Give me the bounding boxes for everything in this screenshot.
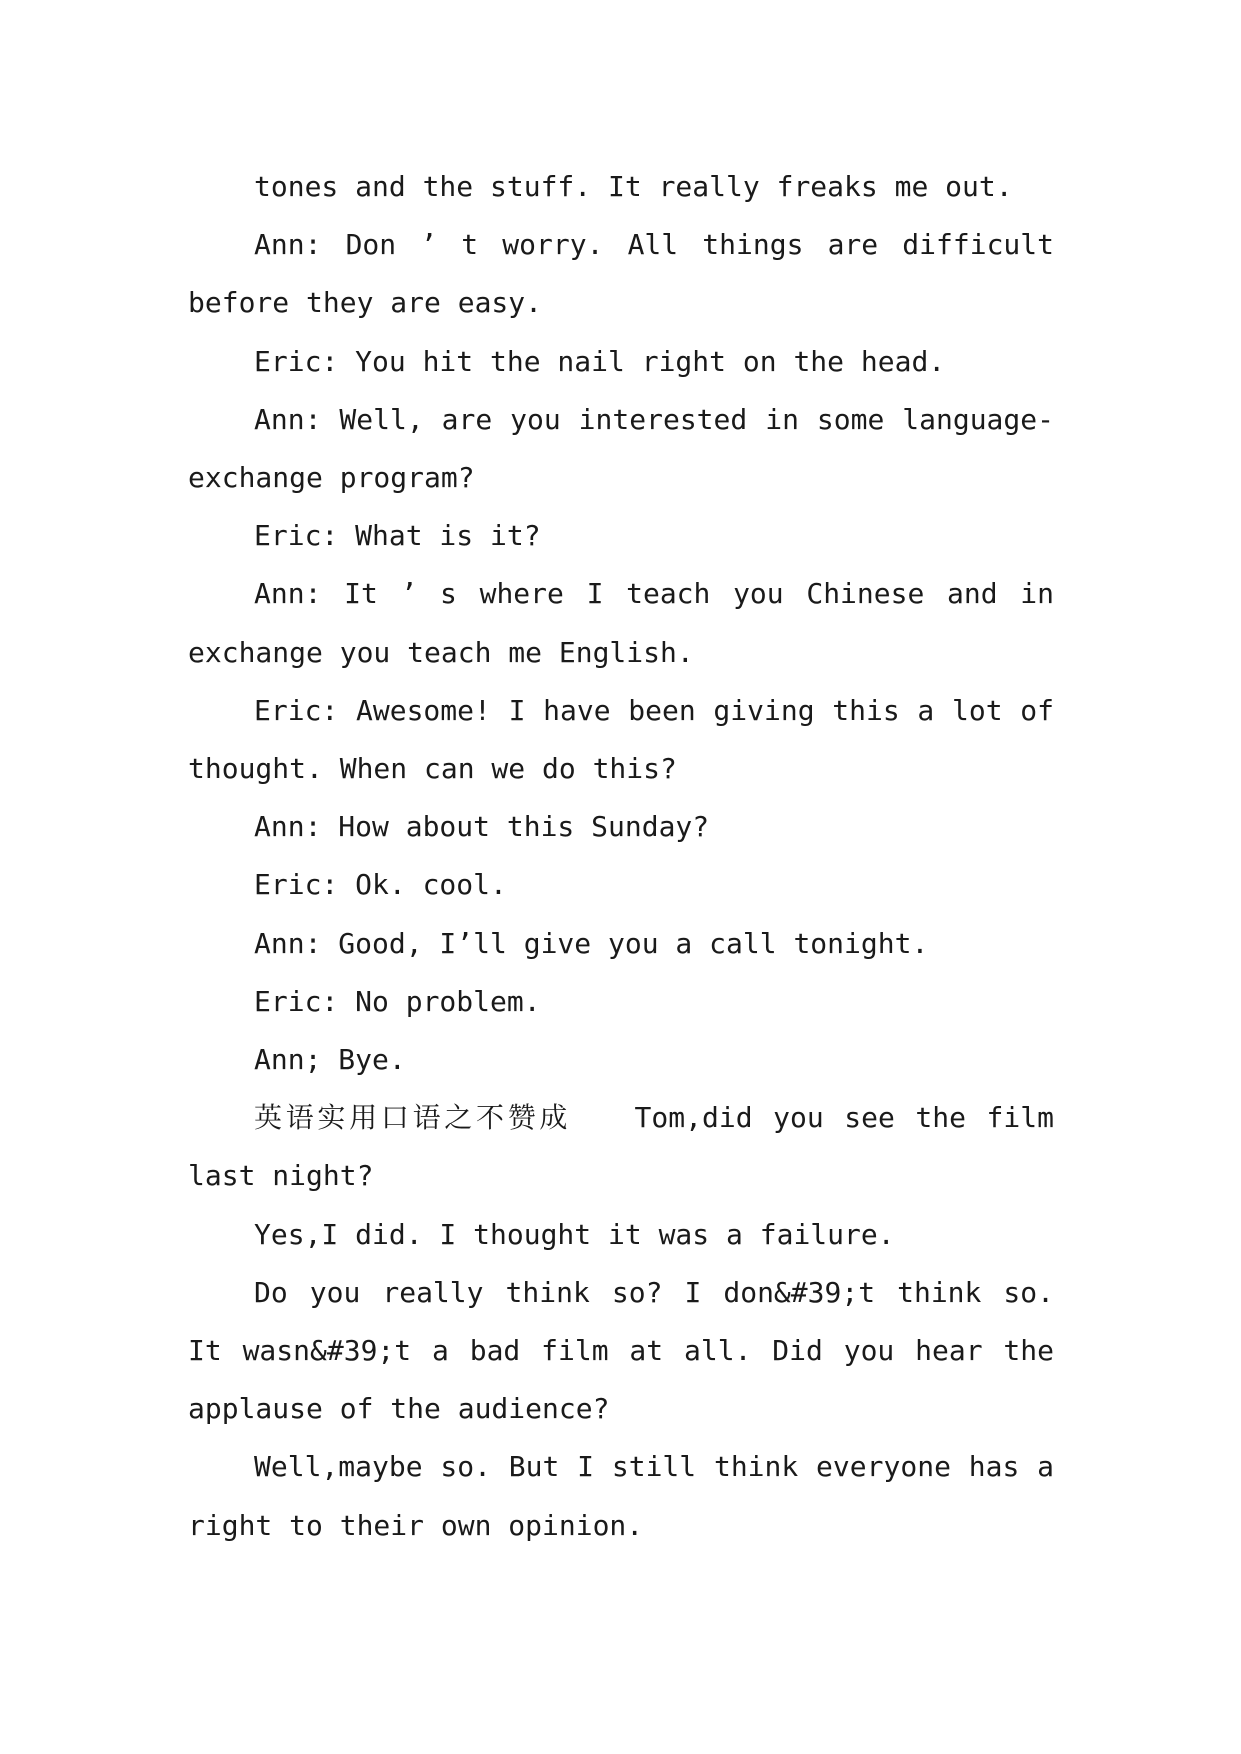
paragraph: Ann: It ’ s where I teach you Chinese and in exchange you teach me English. — [188, 577, 1054, 669]
paragraph: Eric: Ok. cool. — [254, 868, 507, 902]
paragraph: Yes,I did. I thought it was a failure. — [254, 1217, 895, 1251]
paragraph: Ann; Bye. — [254, 1043, 406, 1077]
paragraph: Eric: No problem. — [254, 984, 541, 1018]
paragraph: Ann: Good, I’ll give you a call tonight. — [254, 926, 929, 960]
paragraph: Ann: Don ’ t worry. All things are difficult before they are easy. — [188, 228, 1054, 320]
paragraph: Eric: Awesome! I have been giving this a lot of thought. When can we do this? — [188, 693, 1054, 786]
paragraph: Eric: You hit the nail right on the head. — [254, 344, 946, 378]
paragraph: Do you really think so? I don&#39;t think so. It wasn&#39;t a bad film at all. Did you hear the applause of the audience? — [188, 1275, 1054, 1426]
paragraph: Well,maybe so. But I still think everyone has a right to their own opinion. — [188, 1450, 1054, 1542]
paragraph: tones and the stuff. It really freaks me out. — [254, 170, 1013, 203]
paragraph: Eric: What is it? — [254, 519, 541, 553]
document-body — [188, 158, 1054, 1555]
paragraph: 英语实用口语之不赞成 Tom,did you see the film last night? — [188, 1101, 1054, 1193]
paragraph: Ann: Well, are you interested in some language-exchange program? — [188, 402, 1054, 495]
paragraph: Ann: How about this Sunday? — [254, 810, 710, 844]
